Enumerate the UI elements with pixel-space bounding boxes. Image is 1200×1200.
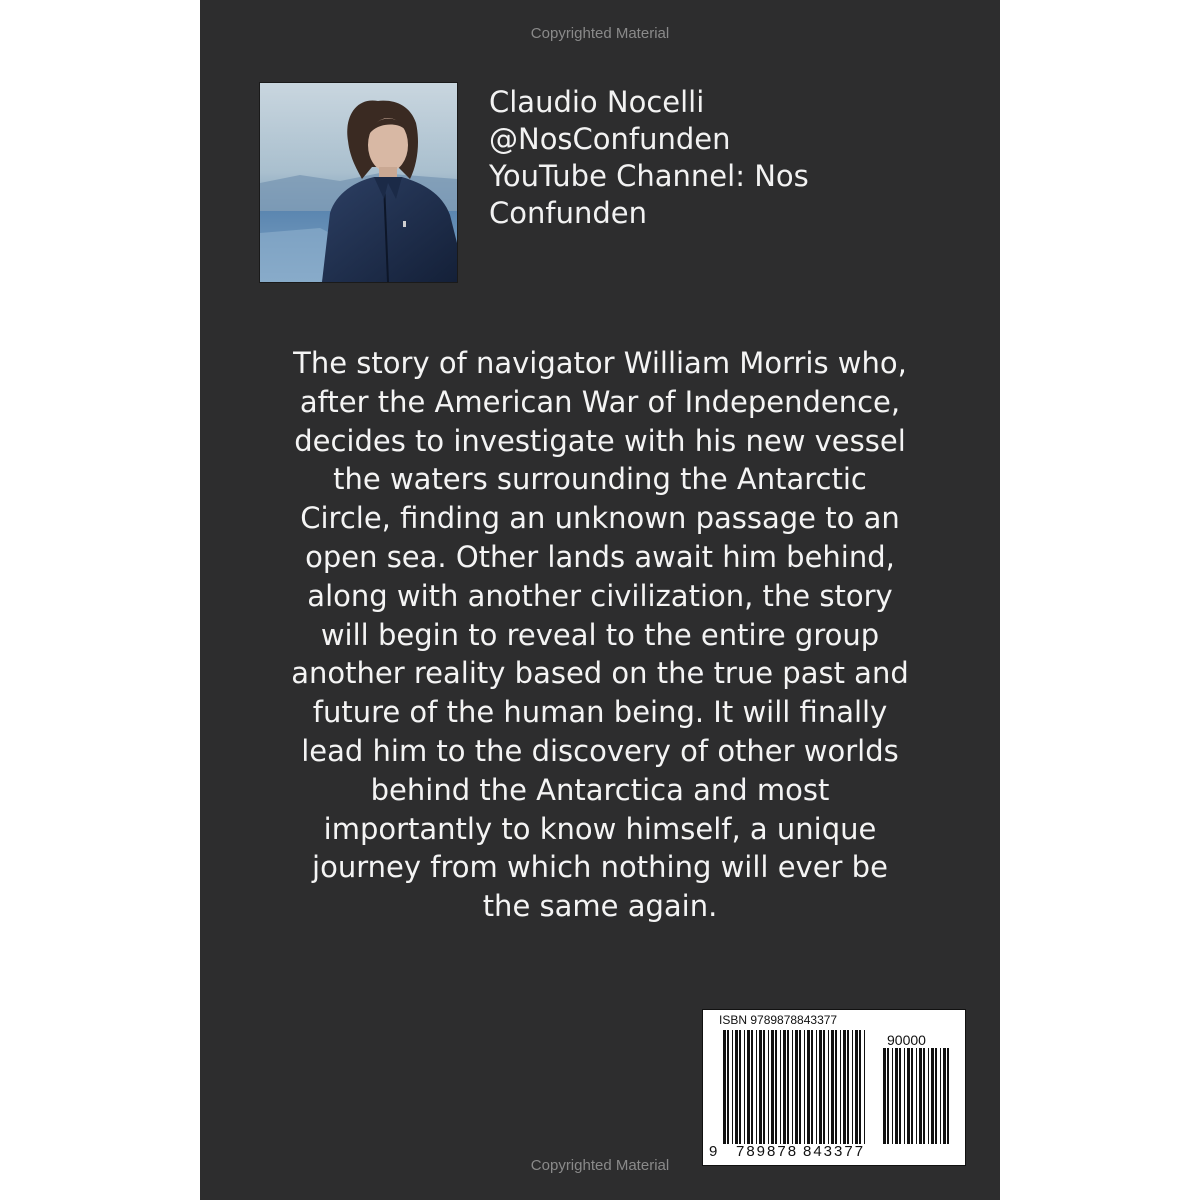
description-line: the waters surrounding the Antarctic xyxy=(333,462,867,497)
book-back-cover xyxy=(200,0,1000,1200)
barcode-bar xyxy=(864,1030,865,1144)
barcode-bar xyxy=(723,1030,726,1144)
description-line: another reality based on the true past and xyxy=(291,656,909,691)
barcode-bar xyxy=(940,1048,941,1144)
barcode-bar xyxy=(828,1030,829,1144)
barcode-bar xyxy=(855,1030,858,1144)
description-line: along with another civilization, the story xyxy=(307,578,893,613)
barcode-bar xyxy=(907,1048,910,1144)
description-line: journey from which nothing will ever be xyxy=(312,850,888,885)
barcode-bar xyxy=(840,1030,841,1144)
barcode-bar xyxy=(795,1030,798,1144)
barcode-bar xyxy=(919,1048,922,1144)
barcode-bar xyxy=(892,1048,893,1144)
barcode-bar xyxy=(751,1030,753,1144)
barcode-bar xyxy=(735,1030,738,1144)
author-channel-line-2: Confunden xyxy=(489,196,647,230)
author-channel-line-1: YouTube Channel: Nos xyxy=(489,159,809,193)
barcode-bar xyxy=(899,1048,901,1144)
barcode-bar xyxy=(787,1030,789,1144)
barcode-bar xyxy=(756,1030,757,1144)
barcode-bar xyxy=(780,1030,781,1144)
barcode-bar xyxy=(887,1048,889,1144)
description-line: importantly to know himself, a unique xyxy=(323,811,877,846)
barcode-bar xyxy=(947,1048,949,1144)
barcode-bar xyxy=(775,1030,777,1144)
author-info xyxy=(489,84,889,232)
barcode-bar xyxy=(843,1030,846,1144)
description-line: decides to investigate with his new vessel xyxy=(294,423,906,458)
barcode-digits-right: 843377 xyxy=(803,1143,866,1160)
barcode-bar xyxy=(923,1048,925,1144)
barcode-bar xyxy=(931,1048,934,1144)
barcode-bar xyxy=(911,1048,913,1144)
barcode-bar xyxy=(804,1030,805,1144)
price-code: 90000 xyxy=(887,1032,926,1048)
barcode-bar xyxy=(916,1048,917,1144)
author-handle: @NosConfunden xyxy=(489,122,731,156)
barcode-bar xyxy=(747,1030,750,1144)
barcode-bar xyxy=(852,1030,853,1144)
barcode-bar xyxy=(859,1030,861,1144)
barcode-bar xyxy=(847,1030,849,1144)
barcode-bar xyxy=(771,1030,774,1144)
description-line: Circle, finding an unknown passage to an xyxy=(300,501,900,536)
barcode-bar xyxy=(768,1030,769,1144)
barcode-digit-first: 9 xyxy=(709,1143,718,1160)
barcode-bar xyxy=(783,1030,786,1144)
author-photo xyxy=(259,82,458,283)
description-line: lead him to the discovery of other worlds xyxy=(301,733,899,768)
barcode-bar xyxy=(811,1030,813,1144)
barcode-bar xyxy=(792,1030,793,1144)
copyright-watermark-bottom: Copyrighted Material xyxy=(530,1157,670,1174)
barcode-bar xyxy=(819,1030,822,1144)
barcode-bar xyxy=(831,1030,834,1144)
isbn-label: ISBN 9789878843377 xyxy=(719,1013,838,1027)
description-line: the same again. xyxy=(482,889,718,924)
barcode-bar xyxy=(928,1048,929,1144)
barcode-bar xyxy=(883,1048,886,1144)
barcode-bar xyxy=(727,1030,729,1144)
description-line: open sea. Other lands await him behind, xyxy=(305,539,895,574)
author-name: Claudio Nocelli xyxy=(489,85,705,119)
barcode-bar xyxy=(895,1048,898,1144)
isbn-barcode xyxy=(702,1009,966,1166)
barcode-digits-left: 789878 xyxy=(736,1143,799,1160)
book-description xyxy=(250,344,950,926)
barcode-bar xyxy=(763,1030,765,1144)
barcode-bar xyxy=(744,1030,745,1144)
barcode-bar xyxy=(739,1030,741,1144)
barcode-bar xyxy=(943,1048,946,1144)
description-line: after the American War of Independence, xyxy=(299,384,901,419)
description-line: The story of navigator William Morris who, xyxy=(293,346,907,380)
description-line: future of the human being. It will finally xyxy=(312,695,888,730)
description-line: behind the Antarctica and most xyxy=(370,772,830,807)
barcode-bar xyxy=(816,1030,817,1144)
barcode-bar xyxy=(935,1048,937,1144)
copyright-watermark-top: Copyrighted Material xyxy=(530,25,670,42)
barcode-bar xyxy=(904,1048,905,1144)
barcode-bar xyxy=(835,1030,837,1144)
barcode-bar xyxy=(807,1030,810,1144)
barcode-bar xyxy=(759,1030,762,1144)
description-line: will begin to reveal to the entire group xyxy=(320,617,880,652)
barcode-bar xyxy=(823,1030,825,1144)
author-portrait-image xyxy=(260,83,457,282)
barcode-bar xyxy=(799,1030,801,1144)
barcode-bar xyxy=(732,1030,733,1144)
